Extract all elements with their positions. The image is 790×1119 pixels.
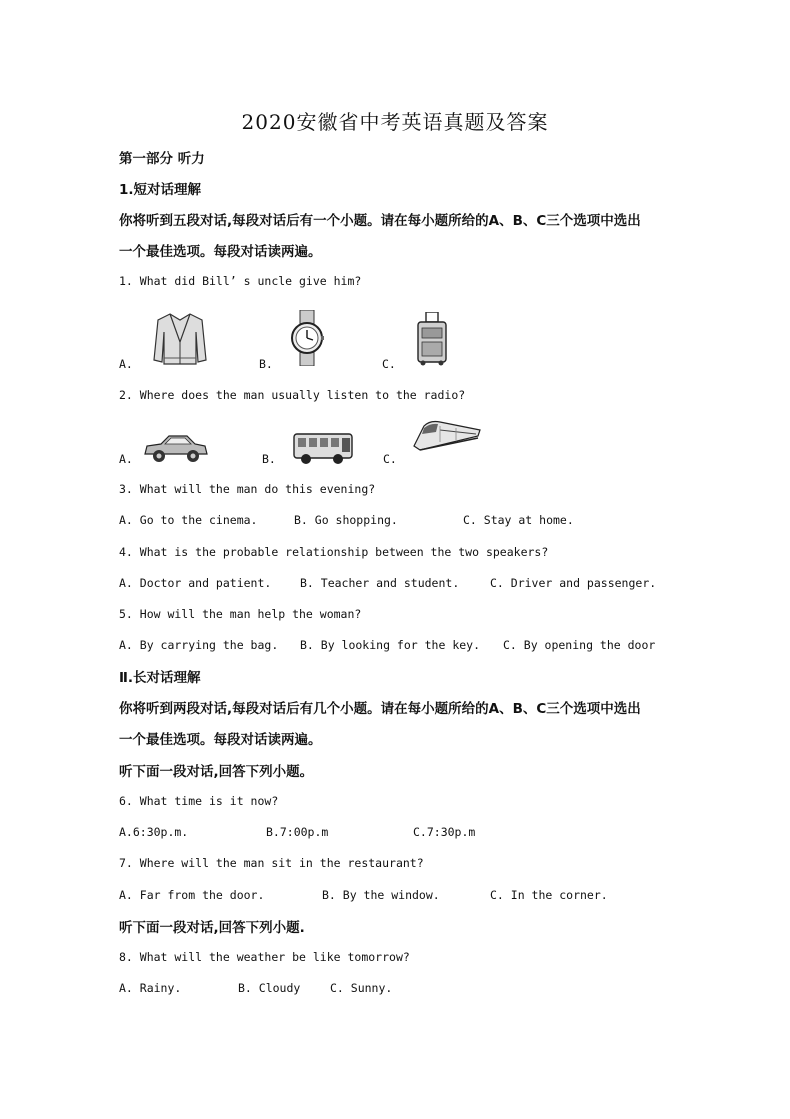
option-c: C. Driver and passenger. (490, 576, 657, 590)
section-instructions-cont: 一个最佳选项。每段对话读两遍。 (119, 244, 322, 260)
option-a: A. Go to the cinema. (119, 513, 258, 527)
watch-icon (288, 310, 326, 366)
listen-instruction: 听下面一段对话,回答下列小题。 (119, 764, 314, 780)
question-3: 3. What will the man do this evening? (119, 482, 376, 496)
car-icon (143, 432, 209, 466)
section-instructions: 你将听到两段对话,每段对话后有几个小题。请在每小题所给的A、B、C三个选项中选出 (119, 701, 641, 717)
option-c: C. (382, 357, 396, 371)
option-b: B. Go shopping. (294, 513, 398, 527)
option-b: B. (262, 452, 276, 466)
option-a: A. By carrying the bag. (119, 638, 279, 652)
option-c: C. Sunny. (330, 981, 393, 995)
option-c: C. In the corner. (490, 888, 608, 902)
sweater-icon (150, 312, 210, 366)
train-icon (410, 416, 482, 454)
question-1: 1. What did Bill’ s uncle give him? (119, 274, 362, 288)
option-b: B. By looking for the key. (300, 638, 481, 652)
section-instructions: 你将听到五段对话,每段对话后有一个小题。请在每小题所给的A、B、C三个选项中选出 (119, 213, 641, 229)
option-c: C. Stay at home. (463, 513, 574, 527)
option-a: A.6:30p.m. (119, 825, 189, 839)
bus-icon (290, 430, 356, 466)
option-b: B.7:00p.m (266, 825, 329, 839)
option-a: A. Far from the door. (119, 888, 265, 902)
question-7: 7. Where will the man sit in the restaurant? (119, 856, 424, 870)
option-a: A. Rainy. (119, 981, 182, 995)
option-b: B. Teacher and student. (300, 576, 460, 590)
suitcase-icon (412, 312, 452, 366)
question-4: 4. What is the probable relationship between the two speakers? (119, 545, 549, 559)
question-2: 2. Where does the man usually listen to the radio? (119, 388, 466, 402)
option-c: C. By opening the door (503, 638, 656, 652)
option-c: C. (383, 452, 397, 466)
question-5: 5. How will the man help the woman? (119, 607, 362, 621)
part-heading: 第一部分 听力 (119, 151, 205, 167)
option-b: B. (259, 357, 273, 371)
option-c: C.7:30p.m (413, 825, 476, 839)
option-b: B. Cloudy (238, 981, 301, 995)
option-a: A. (119, 452, 133, 466)
section-heading: Ⅱ.长对话理解 (119, 670, 201, 686)
question-8: 8. What will the weather be like tomorrow? (119, 950, 410, 964)
page-title: 2020安徽省中考英语真题及答案 (241, 110, 549, 134)
option-b: B. By the window. (322, 888, 440, 902)
listen-instruction: 听下面一段对话,回答下列小题. (119, 920, 305, 936)
option-a: A. Doctor and patient. (119, 576, 272, 590)
question-6: 6. What time is it now? (119, 794, 279, 808)
section-instructions-cont: 一个最佳选项。每段对话读两遍。 (119, 732, 322, 748)
option-a: A. (119, 357, 133, 371)
section-heading: 1.短对话理解 (119, 182, 202, 198)
